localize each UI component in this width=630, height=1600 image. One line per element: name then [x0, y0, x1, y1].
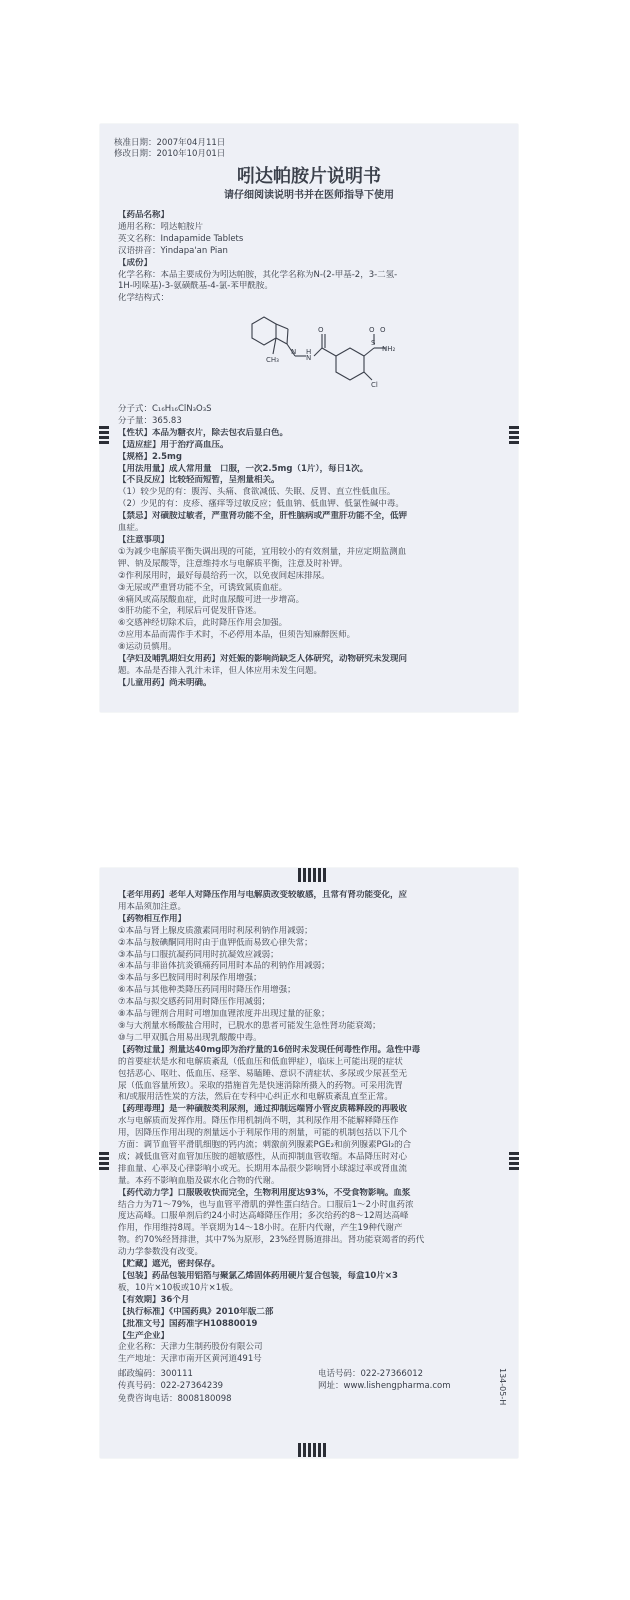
bottom-registration-mark [298, 1443, 328, 1457]
text-line: 1H-吲哚基)-3-氨磺酰基-4-氯-苯甲酰胺。 [118, 281, 273, 292]
text-line: ⑥交感神经切除术后，此时降压作用会加强。 [118, 618, 288, 629]
structure-label-n: N [306, 354, 312, 362]
document-title: 吲达帕胺片说明书 [237, 166, 381, 187]
text-line: ⑦应用本品而需作手术时，不必停用本品，但须告知麻醉医师。 [118, 630, 356, 641]
text-line: 通用名称：吲达帕胺片 [118, 221, 204, 232]
text-line: 量。本药不影响血脂及碳水化合物的代谢。 [118, 1175, 280, 1186]
leaflet-section-continued [118, 890, 510, 1366]
text-line: 【药代动力学】口服吸收快而完全，生物利用度达93%，不受食物影响。血浆 [118, 1187, 411, 1198]
text-line: 英文名称：Indapamide Tablets [118, 233, 244, 244]
text-line: 【药物过量】剂量达40mg即为治疗量的16倍时未发现任何毒性作用。急性中毒 [118, 1044, 421, 1055]
text-line: ⑧本品与锂剂合用时可增加血锂浓度并出现过量的征象； [118, 1009, 330, 1020]
approval-date: 核准日期：2007年04月11日 [114, 138, 226, 148]
text-line: 【性状】本品为糖衣片，除去包衣后显白色。 [118, 427, 289, 438]
structure-label-methyl: CH₃ [266, 356, 279, 364]
text-line: 【药品名称】 [118, 210, 170, 220]
text-line: 尿（低血容量所致）。采取的措施首先是快速消除所摄入的药物。可采用洗胃 [118, 1080, 403, 1091]
text-line: 【批准文号】国药准字H10880019 [118, 1318, 258, 1329]
edge-registration-mark-right [509, 426, 519, 446]
text-line: 钾、钠及尿酸等，注意维持水与电解质平衡，注意及时补钾。 [118, 558, 348, 569]
text-line: 【孕妇及哺乳期妇女用药】对妊娠的影响尚缺乏人体研究，动物研究未发现问 [118, 654, 408, 665]
text-line: ④痛风或高尿酸血症，此时血尿酸可进一步增高。 [118, 594, 305, 605]
text-line: 水与电解质而发挥作用。降压作用机制尚不明，其利尿作用不能解释降压作 [118, 1116, 399, 1127]
structure-label-h: H [306, 348, 312, 356]
text-line: 【禁忌】对磺胺过敏者，严重肾功能不全，肝性脑病或严重肝功能不全，低钾 [118, 511, 408, 522]
text-line: ⑨与大剂量水杨酸盐合用时，已脱水的患者可能发生急性肾功能衰竭； [118, 1020, 381, 1031]
text-line: 板，10片×10板或10片×1板。 [118, 1282, 239, 1293]
text-line: ⑦本品与拟交感药同用时降压作用减弱； [118, 997, 271, 1008]
text-line: 包括恶心、呕吐、低血压、痉挛、易瞌睡、意识不清症状、多尿或少尿甚至无 [118, 1068, 408, 1079]
text-line: 【有效期】36个月 [118, 1294, 190, 1305]
text-line: 【药理毒理】是一种磺胺类利尿剂，通过抑制远端肾小管皮质稀释段的再吸收 [118, 1104, 408, 1115]
text-line: 【老年用药】老年人对降压作用与电解质改变较敏感，且常有肾功能变化，应 [118, 890, 408, 900]
leaflet-section-main [118, 404, 510, 690]
top-registration-mark [298, 868, 328, 882]
text-line: 动力学参数没有改变。 [118, 1247, 204, 1258]
text-line: ②本品与胺碘酮同用时由于血钾低而易致心律失常； [118, 937, 313, 948]
leaflet-page-2 [100, 868, 518, 1458]
text-line: ④本品与非甾体抗炎镇痛药同用时本品的利钠作用减弱； [118, 961, 330, 972]
print-code: 134-05-H [498, 1368, 507, 1406]
text-line: ⑥本品与其他种类降压药同用时降压作用增强； [118, 985, 296, 996]
text-line: 化学名称：本品主要成份为吲达帕胺，其化学名称为N-(2-甲基-2，3-二氢- [118, 269, 398, 280]
text-line: 度达高峰。口服单剂后约24小时达高峰降压作用；多次给药约8～12周达高峰 [118, 1211, 409, 1222]
structure-label-cl: Cl [371, 381, 378, 389]
text-line: 物。约70%经肾排泄，其中7%为原形，23%经胃肠道排出。肾功能衰竭者的药代 [118, 1235, 425, 1246]
text-line: 的首要症状是水和电解质紊乱（低血压和低血钾症），临床上可能出现的症状 [118, 1056, 403, 1067]
text-line: ③无尿或严重肾功能不全，可诱致氮质血症。 [118, 582, 288, 593]
text-line: 血症。 [118, 523, 144, 534]
text-line: ③本品与口服抗凝药同用时抗凝效应减弱； [118, 949, 279, 960]
text-line: 【不良反应】比较轻而短暂，呈剂量相关。 [118, 475, 280, 486]
text-line: 作用，作用维持8周。半衰期为14～18小时。在肝内代谢，产生19种代谢产 [118, 1223, 403, 1234]
text-line: 【成份】 [118, 257, 153, 268]
text-line: ⑤本品与多巴胺同用时利尿作用增强； [118, 973, 262, 984]
text-line: 题。本品是否排入乳汁未详，但人体应用未发生问题。 [118, 665, 323, 676]
text-line: 【药物相互作用】 [118, 913, 187, 924]
text-line: 企业名称：天津力生制药股份有限公司 [118, 1342, 263, 1353]
website: 网址：www.lishengpharma.com [318, 1381, 451, 1391]
text-line: 分子式：C₁₆H₁₆ClN₃O₃S [118, 404, 212, 414]
text-line: 【规格】2.5mg [118, 451, 182, 462]
text-line: 成；减低血管对血管加压胺的超敏感性，从而抑制血管收缩。本品降压时对心 [118, 1151, 408, 1162]
text-line: 【用法用量】成人常用量 口服，一次2.5mg（1片），每日1次。 [118, 463, 369, 474]
edge-registration-mark-left-2 [99, 1152, 109, 1172]
text-line: 【执行标准】《中国药典》2010年版二部 [118, 1306, 274, 1317]
structure-label-o-upper: O [369, 326, 375, 334]
structure-label-o: O [318, 326, 324, 334]
structure-label-o-right: O [380, 326, 386, 334]
fax-number: 传真号码：022-27364239 [118, 1381, 224, 1391]
text-line: 分子量：365.83 [118, 415, 182, 426]
text-line: ①本品与肾上腺皮质激素同用时利尿利钠作用减弱； [118, 925, 313, 936]
text-line: 【生产企业】 [118, 1330, 170, 1341]
text-line: ⑤肝功能不全，利尿后可促发肝昏迷。 [118, 606, 262, 617]
text-line: 生产地址：天津市南开区黄河道491号 [118, 1354, 262, 1365]
text-line: 用，因降压作用出现的剂量远小于利尿作用的剂量，可能的机制包括以下几个 [118, 1128, 408, 1139]
structure-label-nh2: NH₂ [382, 345, 396, 353]
text-line: 【注意事项】 [118, 534, 170, 545]
text-line: 和/或服用活性炭的方法，然后在专科中心纠正水和电解质紊乱直至正常。 [118, 1092, 393, 1103]
text-line: ⑩与二甲双胍合用易出现乳酸酸中毒。 [118, 1032, 262, 1043]
postcode: 邮政编码：300111 [118, 1369, 193, 1379]
text-line: 汉语拼音：Yindapa'an Pian [118, 245, 228, 256]
text-line: ⑧运动员慎用。 [118, 642, 177, 653]
edge-registration-mark-left [99, 426, 109, 446]
structure-label-n-ring: N [291, 348, 297, 356]
document-subtitle: 请仔细阅读说明书并在医师指导下使用 [224, 190, 394, 201]
revision-date: 修改日期：2010年10月01日 [114, 149, 226, 159]
text-line: （2）少见的有：皮疹、瘙痒等过敏反应；低血钠、低血钾、低氯性碱中毒。 [118, 499, 404, 510]
text-line: 用本品须加注意。 [118, 901, 187, 912]
text-line: ②作利尿用时，最好每晨给药一次，以免夜间起床排尿。 [118, 570, 330, 581]
leaflet-section-top [118, 210, 510, 305]
hotline: 免费咨询电话：8008180098 [118, 1394, 232, 1404]
leaflet-page-1 [100, 124, 518, 712]
text-line: 化学结构式： [118, 293, 170, 304]
text-line: ①为减少电解质平衡失调出现的可能，宜用较小的有效剂量，并应定期监测血 [118, 546, 407, 557]
text-line: 【儿童用药】尚未明确。 [118, 677, 212, 688]
text-line: 排血量、心率及心律影响小或无。长期用本品很少影响肾小球滤过率或肾血流 [118, 1163, 408, 1174]
text-line: 结合力为71～79%，也与血管平滑肌的弹性蛋白结合。口服后1～2小时血药浓 [118, 1199, 414, 1210]
text-line: 方面：调节血管平滑肌细胞的钙内流；刺激前列腺素PGE₂和前列腺素PGI₂的合 [118, 1140, 412, 1151]
chemical-structure-diagram [240, 304, 400, 396]
phone-number: 电话号码：022-27366012 [318, 1369, 424, 1379]
text-line: 【贮藏】遮光，密封保存。 [118, 1259, 221, 1270]
edge-registration-mark-right-2 [509, 1152, 519, 1172]
text-line: 【包装】药品包装用铝箔与聚氯乙烯固体药用硬片复合包装，每盒10片×3 [118, 1271, 398, 1281]
text-line: （1）较少见的有：腹泻、头痛、食欲减低、失眠、反胃、直立性低血压。 [118, 487, 396, 498]
text-line: 【适应症】用于治疗高血压。 [118, 439, 229, 450]
structure-label-s: S [371, 339, 376, 347]
